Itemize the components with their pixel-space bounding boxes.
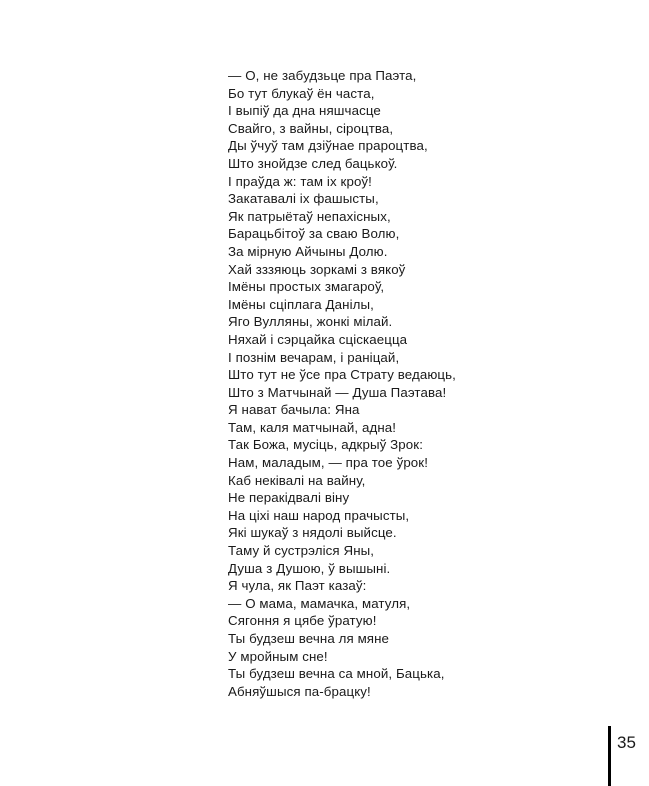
poem-line: І выпіў да дна няшчасце (228, 103, 381, 119)
poem-line: Ды ўчуў там дзіўнае прароцтва, (228, 138, 428, 154)
poem-line: Я нават бачыла: Яна (228, 402, 360, 418)
poem-line: За мірную Айчыны Долю. (228, 243, 388, 259)
page-number: 35 (617, 733, 636, 752)
poem-line: Барацьбітоў за сваю Волю, (228, 226, 400, 242)
poem-line: І праўда ж: там іх кроў! (228, 173, 372, 189)
poem-line: Імёны простых змагароў, (228, 279, 385, 295)
poem-line: Што з Матчынай — Душа Паэтава! (228, 384, 447, 400)
page-number-rule (608, 726, 611, 786)
poem-line: На ціхі наш народ прачысты, (228, 507, 410, 523)
poem-line: Хай зззяюць зоркамі з вякоў (228, 261, 406, 277)
poem-line: Абняўшыся па-брацку! (228, 683, 371, 699)
poem-line: Свайго, з вайны, сіроцтва, (228, 120, 394, 136)
poem-line: Як патрыётаў непахісных, (228, 208, 391, 224)
poem-line: Сягоння я цябе ўратую! (228, 613, 377, 629)
poem-line: Таму й сустрэліся Яны, (228, 543, 375, 559)
poem-line: Які шукаў з нядолі выйсце. (228, 525, 397, 541)
poem-line: Што знойдзе след бацькоў. (228, 155, 398, 171)
poem-line: Так Божа, мусіць, адкрыў Зрок: (228, 437, 424, 453)
poem-line: Што тут не ўсе пра Страту ведаюць, (228, 367, 456, 383)
poem-line: І познім вечарам, і раніцай, (228, 349, 400, 365)
poem-line: Душа з Душою, ў вышыні. (228, 560, 391, 576)
poem-line: Каб неківалі на вайну, (228, 472, 366, 488)
poem-line: Няхай і сэрцайка сціскаецца (228, 331, 408, 347)
poem-line: У мройным сне! (228, 648, 328, 664)
poem-line: — О, не забудзьце пра Паэта, (228, 68, 417, 83)
poem-line: Нам, маладым, — пра тое ўрок! (228, 455, 429, 471)
poem-line: Закатавалі іх фашысты, (228, 191, 379, 207)
poem-line: Там, каля матчынай, адна! (228, 419, 397, 435)
poem-text (228, 67, 456, 700)
poem-line: Бо тут блукаў ён часта, (228, 85, 375, 101)
poem-line: Ты будзеш вечна са мной, Бацька, (228, 666, 445, 682)
poem-line: — О мама, мамачка, матуля, (228, 595, 411, 611)
poem-line: Я чула, як Паэт казаў: (228, 578, 367, 594)
poem-line: Ты будзеш вечна ля мяне (228, 631, 390, 646)
poem-line: Яго Вулляны, жонкі мілай. (228, 314, 393, 330)
poem-line: Не перакідвалі віну (228, 490, 350, 506)
poem-line: Імёны сціплага Данілы, (228, 296, 374, 312)
